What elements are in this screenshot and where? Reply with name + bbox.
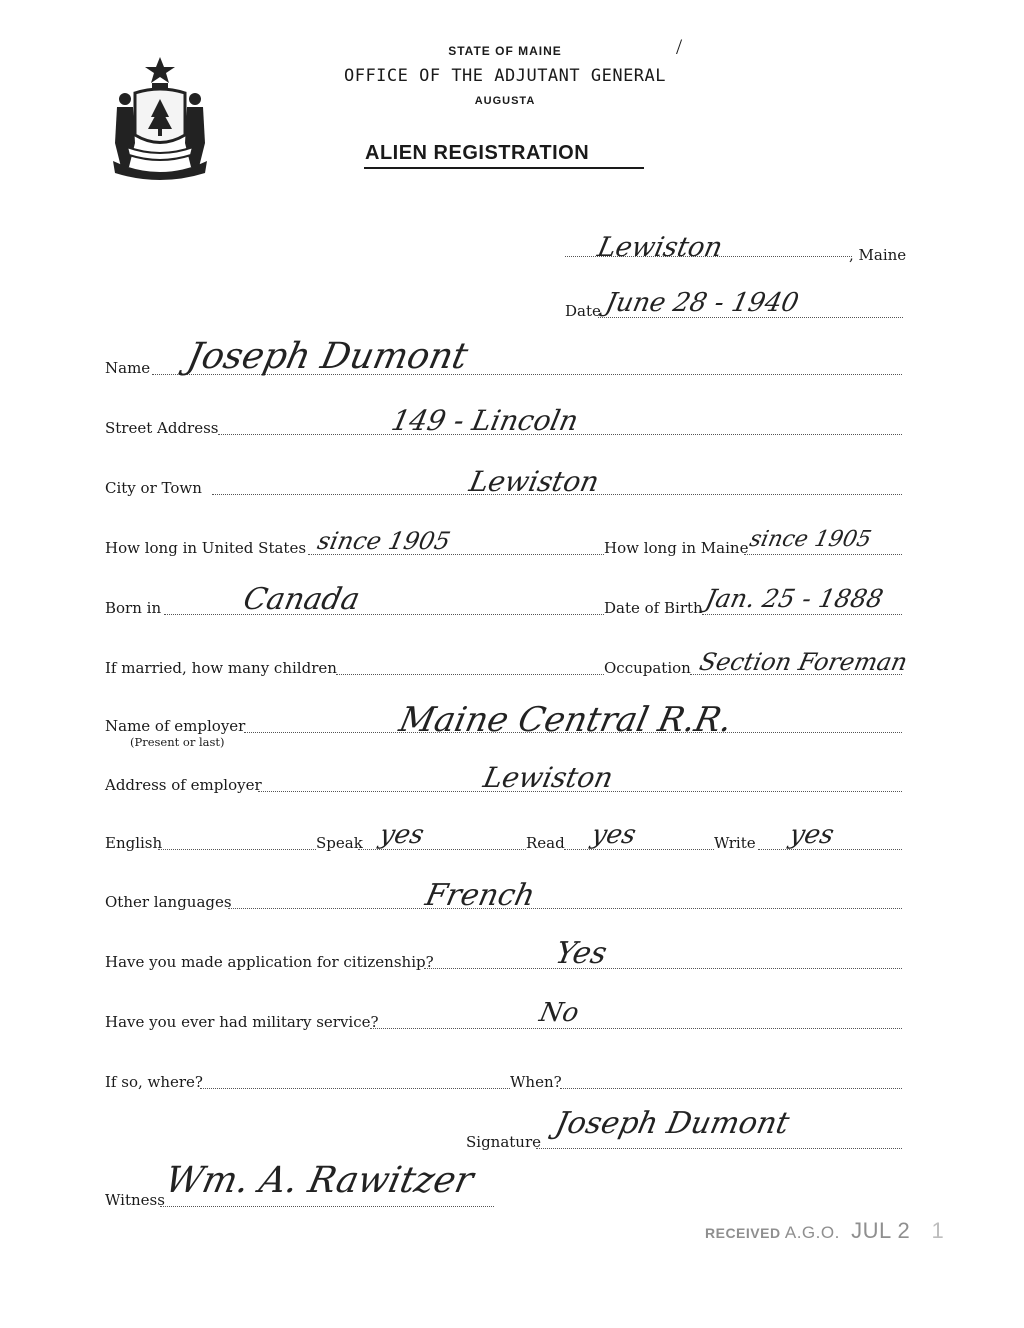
stamp-received: RECEIVED <box>705 1225 781 1241</box>
children-field-line <box>336 674 604 675</box>
name-value: Joseph Dumont <box>183 336 472 377</box>
when-field-line <box>560 1088 902 1089</box>
location-value: Lewiston <box>594 232 726 263</box>
witness-value: Wm. A. Rawitzer <box>161 1160 477 1201</box>
citizenship-value: Yes <box>552 936 611 971</box>
date-value: June 28 - 1940 <box>602 288 802 318</box>
received-stamp <box>705 1218 944 1244</box>
born-in-value: Canada <box>240 582 363 617</box>
maine-duration-field-line <box>744 554 902 555</box>
maine-state-seal-icon <box>105 55 215 180</box>
occupation-value: Section Foreman <box>697 648 910 676</box>
birth-date-label: Date of Birth <box>604 599 703 617</box>
name-label: Name <box>105 359 151 377</box>
us-duration-value: since 1905 <box>315 527 453 555</box>
employer-value: Maine Central R.R. <box>395 700 736 740</box>
witness-label: Witness <box>105 1191 165 1209</box>
signature-label: Signature <box>466 1133 542 1151</box>
city-label: City or Town <box>105 479 202 497</box>
read-label: Read <box>526 834 565 852</box>
street-value: 149 - Lincoln <box>388 404 582 437</box>
birth-date-value: Jan. 25 - 1888 <box>702 584 886 613</box>
other-languages-field-line <box>228 908 902 909</box>
stamp-office: A.G.O. <box>784 1223 840 1242</box>
other-languages-label: Other languages <box>105 893 232 911</box>
birth-date-field-line <box>702 614 902 615</box>
english-label: English <box>105 834 163 852</box>
state-heading: STATE OF MAINE <box>448 44 562 58</box>
employer-sublabel: (Present or last) <box>130 735 225 749</box>
seal-motto: DIRIGO <box>145 163 175 172</box>
children-label: If married, how many children <box>105 659 337 677</box>
speak-value: yes <box>376 820 427 850</box>
other-languages-value: French <box>422 878 539 913</box>
born-in-label: Born in <box>105 599 162 617</box>
when-label: When? <box>510 1073 562 1091</box>
maine-duration-label: How long in Maine <box>604 539 749 557</box>
born-in-field-line <box>164 614 604 615</box>
read-value: yes <box>588 820 639 850</box>
military-field-line <box>370 1028 902 1029</box>
citizenship-field-line <box>424 968 902 969</box>
city-heading: AUGUSTA <box>474 95 536 107</box>
stamp-date: JUL 2 <box>851 1218 911 1243</box>
date-label: Date <box>565 302 601 320</box>
page-mark: / <box>676 34 683 59</box>
signature-value: Joseph Dumont <box>552 1106 793 1141</box>
military-label: Have you ever had military service? <box>105 1013 379 1031</box>
citizenship-label: Have you made application for citizenship? <box>105 953 434 971</box>
city-value: Lewiston <box>466 465 603 498</box>
office-heading: OFFICE OF THE ADJUTANT GENERAL <box>343 66 667 86</box>
where-label: If so, where? <box>105 1073 203 1091</box>
employer-address-label: Address of employer <box>105 776 262 794</box>
street-label: Street Address <box>105 419 219 437</box>
where-field-line <box>200 1088 510 1089</box>
location-suffix: , Maine <box>849 246 907 264</box>
maine-duration-value: since 1905 <box>747 527 874 552</box>
english-field-line <box>158 849 316 850</box>
stamp-year: 1 <box>931 1218 945 1243</box>
signature-field-line <box>536 1148 902 1149</box>
speak-label: Speak <box>316 834 363 852</box>
military-value: No <box>536 998 582 1028</box>
write-value: yes <box>786 820 837 850</box>
employer-address-value: Lewiston <box>480 761 617 794</box>
occupation-label: Occupation <box>604 659 691 677</box>
form-title: ALIEN REGISTRATION <box>365 142 590 164</box>
write-label: Write <box>714 834 756 852</box>
us-duration-label: How long in United States <box>105 539 307 557</box>
read-field-line <box>564 849 714 850</box>
title-underline <box>364 167 644 169</box>
witness-field-line <box>160 1206 494 1207</box>
employer-label: Name of employer <box>105 717 246 735</box>
